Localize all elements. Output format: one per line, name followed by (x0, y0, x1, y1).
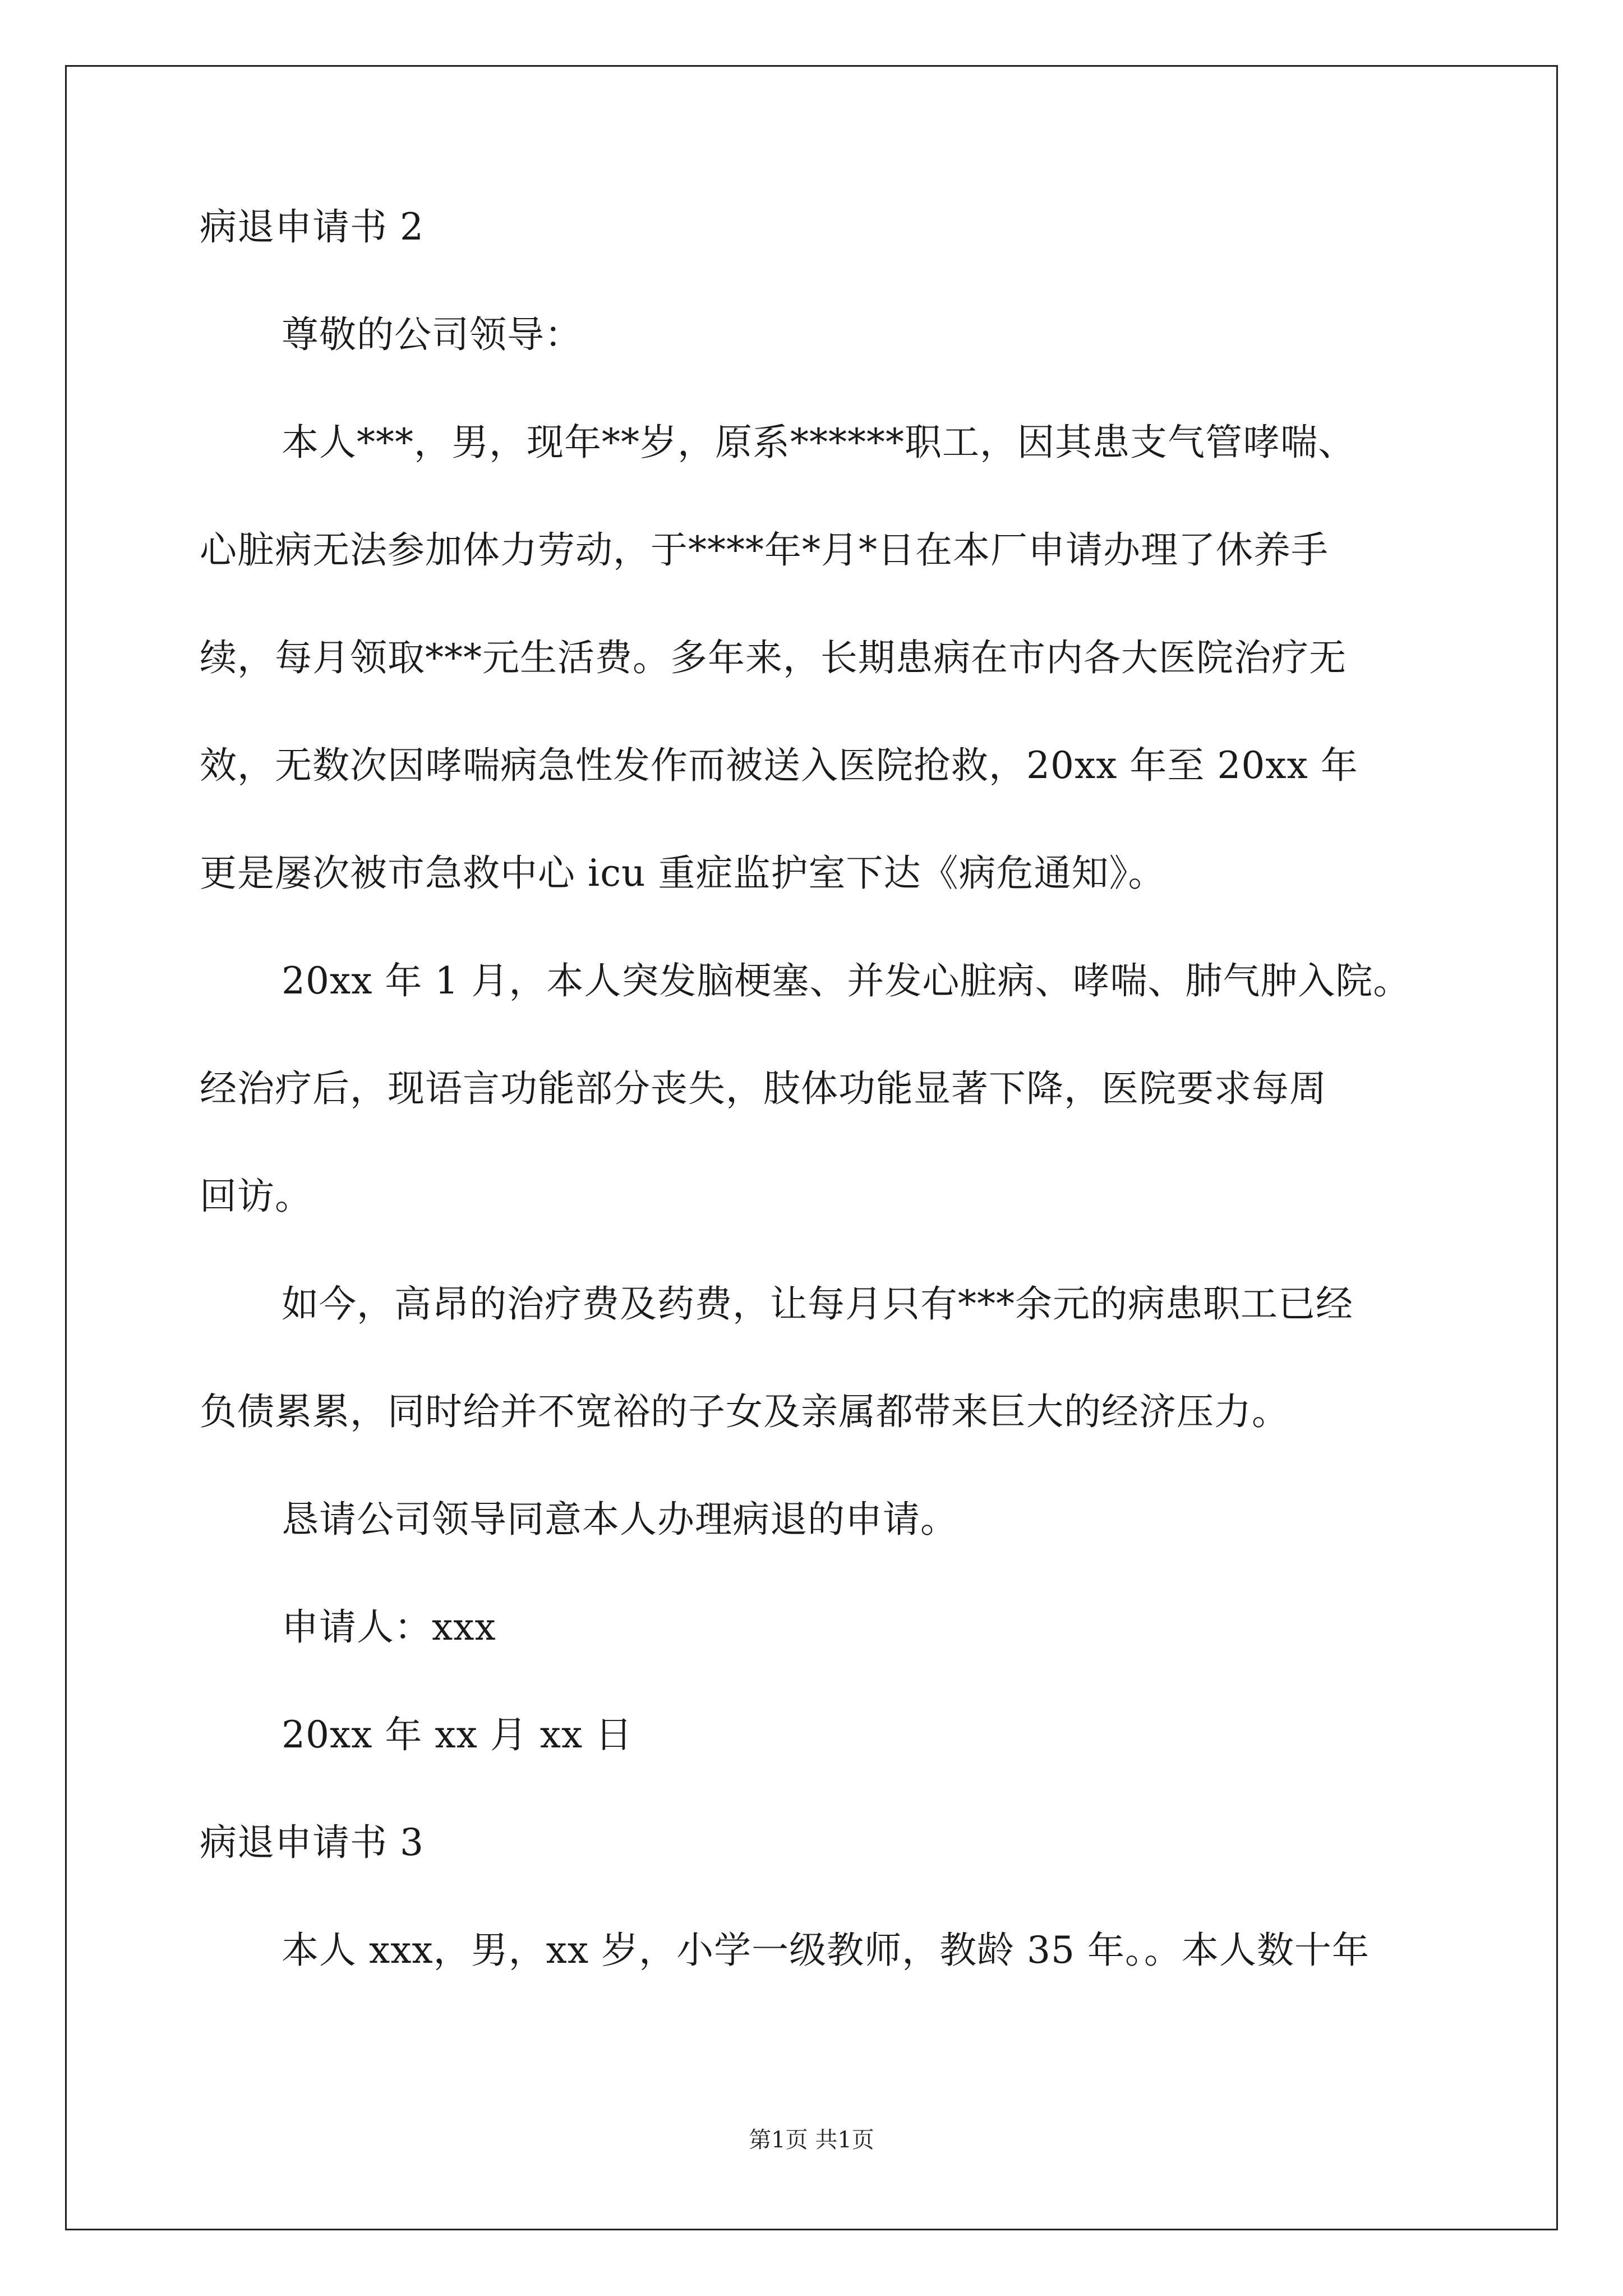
date-line: 20xx 年 xx 月 xx 日 (282, 1713, 633, 1756)
paragraph-line: 20xx 年 1 月，本人突发脑梗塞、并发心脏病、哮喘、肺气肿入院。 (282, 959, 1411, 1002)
page-border (65, 65, 1558, 2230)
paragraph-line: 负债累累，同时给并不宽裕的子女及亲属都带来巨大的经济压力。 (200, 1390, 1289, 1433)
salutation: 尊敬的公司领导： (282, 313, 582, 356)
applicant-line: 申请人：xxx (282, 1605, 496, 1649)
paragraph-line: 更是屡次被市急救中心 icu 重症监护室下达《病危通知》。 (200, 852, 1166, 895)
section-heading: 病退申请书 3 (200, 1821, 424, 1864)
section-heading: 病退申请书 2 (200, 205, 424, 249)
paragraph-line: 续，每月领取***元生活费。多年来，长期患病在市内各大医院治疗无 (200, 636, 1347, 679)
paragraph-line: 经治疗后，现语言功能部分丧失，肢体功能显著下降，医院要求每周 (200, 1067, 1327, 1110)
paragraph-line: 本人***，男，现年**岁，原系******职工，因其患支气管哮喘、 (282, 421, 1355, 464)
paragraph-line: 心脏病无法参加体力劳动，于****年*月*日在本厂申请办理了休养手 (200, 528, 1329, 572)
paragraph-line: 回访。 (200, 1175, 312, 1218)
page-footer: 第1页 共1页 (749, 2127, 874, 2153)
request-line: 恳请公司领导同意本人办理病退的申请。 (282, 1498, 958, 1541)
paragraph-line: 效，无数次因哮喘病急性发作而被送入医院抢救，20xx 年至 20xx 年 (200, 744, 1358, 787)
paragraph-line: 本人 xxx，男，xx 岁，小学一级教师，教龄 35 年。。本人数十年 (282, 1929, 1370, 1972)
paragraph-line: 如今，高昂的治疗费及药费，让每月只有***余元的病患职工已经 (282, 1282, 1353, 1326)
